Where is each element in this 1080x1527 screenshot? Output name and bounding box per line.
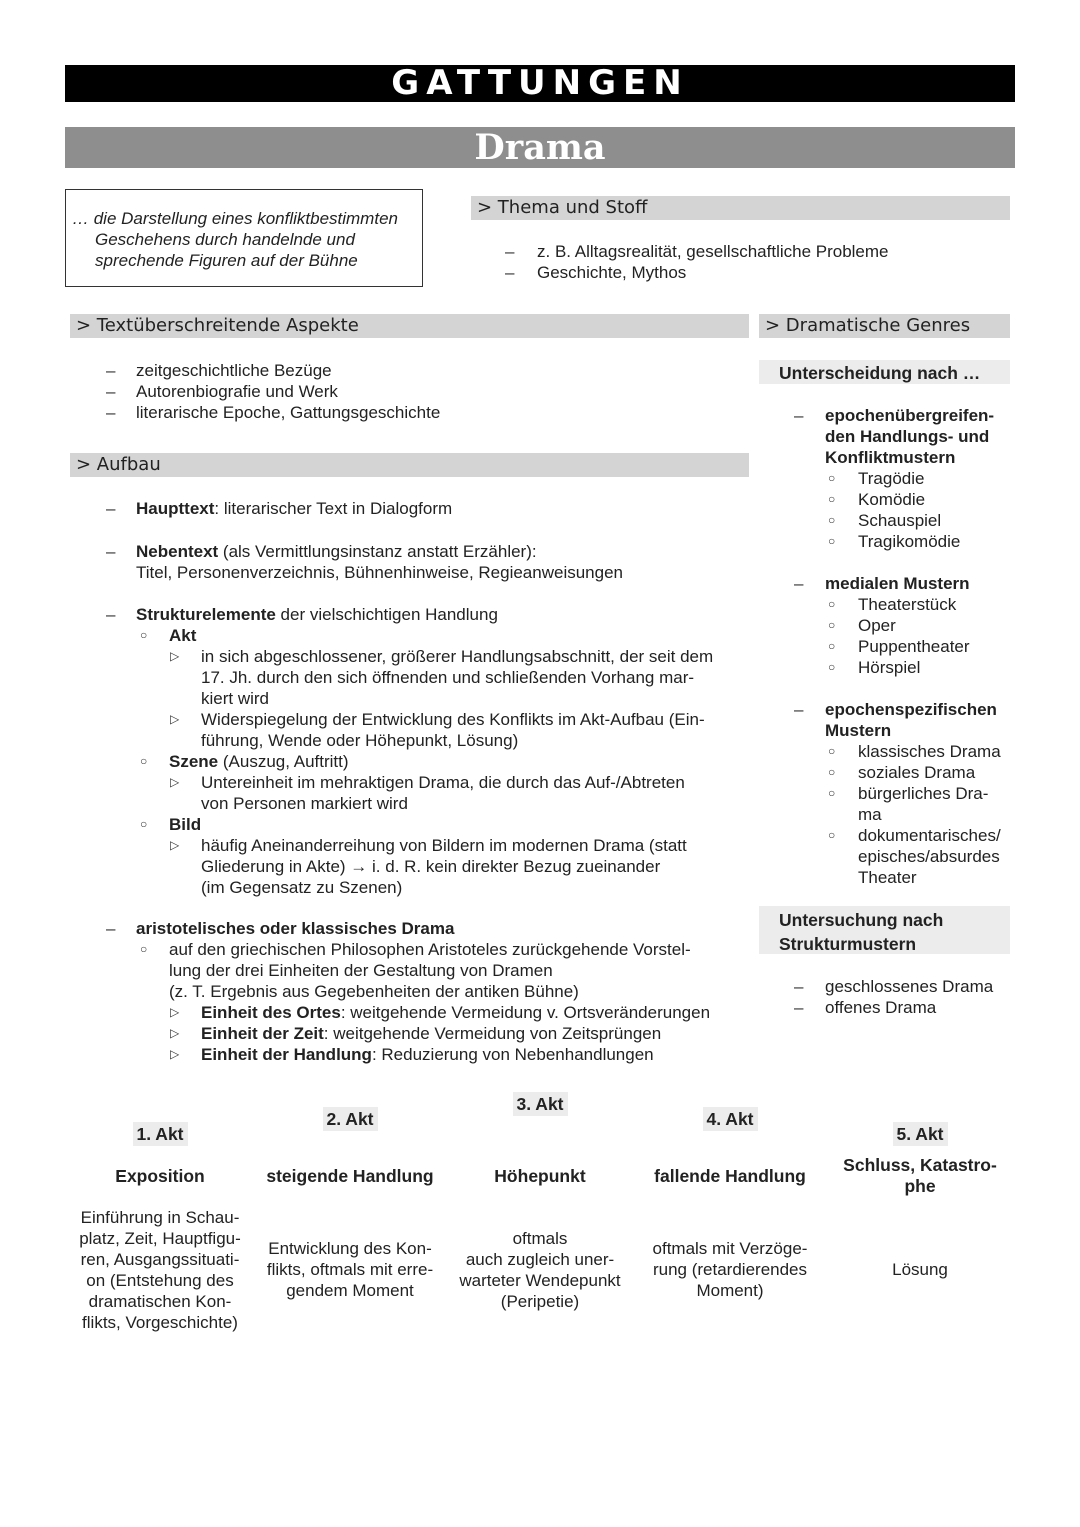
dash-bullet: – [794, 700, 804, 719]
section-heading-thema: > Thema und Stoff [471, 196, 1010, 220]
text: : weitgehende Vermeidung v. Ortsveränderungen [340, 1003, 711, 1022]
definition-line: sprechende Figuren auf der Bühne [95, 251, 358, 270]
list-item [136, 498, 452, 519]
genre-item: Oper [858, 616, 896, 635]
detail-line: in sich abgeschlossener, größerer Handlungsabschnitt, der seit dem [201, 647, 714, 666]
genre-item: Tragödie [858, 469, 925, 488]
detail-line: kiert wird [201, 689, 270, 708]
triangle-bullet: ▷ [170, 775, 180, 789]
circle-bullet: ○ [828, 660, 836, 674]
section-heading-aufbau: > Aufbau [70, 453, 749, 477]
term: Einheit der Handlung [201, 1045, 372, 1064]
dash-bullet: – [106, 403, 116, 422]
act-phase-heading [825, 1155, 1015, 1197]
act-description [65, 1207, 255, 1333]
genre-item: Tragikomödie [858, 532, 961, 551]
dash-bullet: – [106, 382, 116, 401]
act-description-line: (Peripetie) [500, 1292, 580, 1311]
dash-bullet: – [505, 263, 515, 282]
list-item: Autorenbiografie und Werk [136, 382, 338, 401]
genre-item: Komödie [858, 490, 926, 509]
act-phase-heading-line: Höhepunkt [494, 1166, 586, 1186]
triangle-bullet: ▷ [170, 1047, 180, 1061]
circle-bullet: ○ [828, 765, 836, 779]
act-number: 2. Akt [323, 1107, 378, 1131]
detail-line [201, 1002, 710, 1023]
dash-bullet: – [106, 919, 116, 938]
circle-bullet: ○ [140, 817, 148, 831]
act-phase-heading [635, 1166, 825, 1187]
genre-item: ma [858, 805, 882, 824]
genre-item: bürgerliches Dra- [858, 784, 989, 803]
triangle-bullet: ▷ [170, 712, 180, 726]
act-description-line: oftmals mit Verzöge- [652, 1239, 808, 1258]
genre-group-label: epochenspezifischen [825, 700, 997, 719]
sub-item-label [169, 751, 349, 772]
genre-item: soziales Drama [858, 763, 976, 782]
subheading-line: Strukturmustern [779, 934, 917, 954]
act-phase-heading [65, 1166, 255, 1187]
page-subtitle: Drama [65, 127, 1015, 168]
text: (als Vermittlungsinstanz anstatt Erzähler): [218, 542, 537, 561]
dash-bullet: – [106, 499, 116, 518]
circle-bullet: ○ [828, 744, 836, 758]
circle-bullet: ○ [140, 754, 148, 768]
definition-line: … die Darstellung eines konfliktbestimmten [72, 209, 398, 228]
act-description-line: auch zugleich uner- [465, 1250, 615, 1269]
act-description-line: Einführung in Schau- [80, 1208, 240, 1227]
act-description [445, 1228, 635, 1312]
detail-line: (im Gegensatz zu Szenen) [201, 878, 403, 897]
genre-item: Theater [858, 868, 917, 887]
genre-group-label: epochenübergreifen- [825, 406, 995, 425]
act-number: 1. Akt [133, 1122, 188, 1146]
term: Nebentext [136, 542, 219, 561]
genre-item: klassisches Drama [858, 742, 1001, 761]
dash-bullet: – [794, 406, 804, 425]
act-number: 4. Akt [703, 1107, 758, 1131]
act-description-line: flikts, oftmals mit erre- [266, 1260, 434, 1279]
list-item: z. B. Alltagsrealität, gesellschaftliche Probleme [537, 242, 889, 261]
detail-line: 17. Jh. durch den sich öffnenden und schließenden Vorhang mar- [201, 668, 695, 687]
term: Strukturelemente [136, 605, 276, 624]
detail-line [201, 1023, 661, 1044]
detail-line: Gliederung in Akte) → i. d. R. kein direkter Bezug zueinander [201, 857, 661, 876]
act-description-line: dramatischen Kon- [88, 1292, 232, 1311]
detail-line: von Personen markiert wird [201, 794, 408, 813]
definition-line: Geschehens durch handelnde und [95, 230, 355, 249]
act-number: 3. Akt [513, 1092, 568, 1116]
act-description-line: Lösung [892, 1260, 948, 1279]
detail-line: führung, Wende oder Höhepunkt, Lösung) [201, 731, 519, 750]
genre-item: episches/absurdes [858, 847, 1000, 866]
circle-bullet: ○ [828, 828, 836, 842]
act-description-line: Entwicklung des Kon- [268, 1239, 432, 1258]
term: Einheit der Zeit [201, 1024, 324, 1043]
list-item [136, 541, 537, 562]
text: : weitgehende Vermeidung von Zeitsprüngen [323, 1024, 662, 1043]
circle-bullet: ○ [828, 492, 836, 506]
act-description-line: warteter Wendepunkt [459, 1271, 621, 1290]
act-phase-heading-line: phe [904, 1176, 936, 1196]
act-description [635, 1238, 825, 1301]
genre-group-label: den Handlungs- und [825, 427, 990, 446]
circle-bullet: ○ [828, 786, 836, 800]
sub-item-label: Bild [169, 815, 202, 834]
structure-item: geschlossenes Drama [825, 977, 994, 996]
circle-bullet: ○ [140, 942, 148, 956]
genre-group-label: Konfliktmustern [825, 448, 956, 467]
triangle-bullet: ▷ [170, 838, 180, 852]
act-description-line: flikts, Vorgeschichte) [82, 1313, 238, 1332]
genre-group-label: medialen Mustern [825, 574, 970, 593]
act-phase-heading-line: Schluss, Katastro- [843, 1155, 997, 1175]
act-description-line: gendem Moment [286, 1281, 414, 1300]
genre-group-label: Mustern [825, 721, 892, 740]
dash-bullet: – [505, 242, 515, 261]
detail-line: auf den griechischen Philosophen Aristoteles zurückgehende Vorstel- [169, 940, 691, 959]
list-item: zeitgeschichtliche Bezüge [136, 361, 332, 380]
dash-bullet: – [794, 998, 804, 1017]
sub-item-label: Akt [169, 626, 197, 645]
section-heading-genres: > Dramatische Genres [759, 314, 1010, 338]
circle-bullet: ○ [828, 639, 836, 653]
genre-item: Theaterstück [858, 595, 957, 614]
detail-line: (z. T. Ergebnis aus Gegebenheiten der antiken Bühne) [169, 982, 579, 1001]
triangle-bullet: ▷ [170, 1005, 180, 1019]
subheading-line: Untersuchung nach [779, 910, 944, 930]
act-number: 5. Akt [893, 1122, 948, 1146]
term: Szene [169, 752, 219, 771]
list-item: literarische Epoche, Gattungsgeschichte [136, 403, 441, 422]
list-item: aristotelisches oder klassisches Drama [136, 919, 455, 938]
triangle-bullet: ▷ [170, 1026, 180, 1040]
detail-line: häufig Aneinanderreihung von Bildern im modernen Drama (statt [201, 836, 687, 855]
act-phase-heading [255, 1166, 445, 1187]
list-item [136, 604, 498, 625]
act-description-line: platz, Zeit, Hauptfigu- [79, 1229, 241, 1248]
act-description-line: oftmals [512, 1229, 568, 1248]
act-phase-heading-line: fallende Handlung [654, 1166, 806, 1186]
definition-box [65, 189, 423, 287]
genre-item: dokumentarisches/ [858, 826, 1001, 845]
act-description [255, 1238, 445, 1301]
genre-item: Schauspiel [858, 511, 942, 530]
act-description-line: rung (retardierendes [652, 1260, 808, 1279]
list-item: Geschichte, Mythos [537, 263, 687, 282]
genre-item: Puppentheater [858, 637, 970, 656]
detail-line: lung der drei Einheiten der Gestaltung von Dramen [169, 961, 553, 980]
act-phase-heading [445, 1166, 635, 1187]
dash-bullet: – [794, 977, 804, 996]
circle-bullet: ○ [140, 628, 148, 642]
subheading-unterscheidung: Unterscheidung nach … [759, 360, 1010, 384]
circle-bullet: ○ [828, 471, 836, 485]
dash-bullet: – [106, 542, 116, 561]
act-description-line: ren, Ausgangssituati- [80, 1250, 240, 1269]
text: : Reduzierung von Nebenhandlungen [371, 1045, 654, 1064]
circle-bullet: ○ [828, 513, 836, 527]
text: der vielschichtigen Handlung [275, 605, 498, 624]
text: : literarischer Text in Dialogform [214, 499, 453, 518]
list-item-continuation: Titel, Personenverzeichnis, Bühnenhinweise, Regieanweisungen [136, 563, 623, 582]
triangle-bullet: ▷ [170, 649, 180, 663]
act-description-line: on (Entstehung des [86, 1271, 234, 1290]
detail-line: Untereinheit im mehraktigen Drama, die durch das Auf-/Abtreten [201, 773, 685, 792]
term: Einheit des Ortes [201, 1003, 341, 1022]
circle-bullet: ○ [828, 534, 836, 548]
page-title: GATTUNGEN [65, 65, 1015, 102]
act-phase-heading-line: steigende Handlung [266, 1166, 434, 1186]
circle-bullet: ○ [828, 597, 836, 611]
detail-line: Widerspiegelung der Entwicklung des Konflikts im Akt-Aufbau (Ein- [201, 710, 705, 729]
detail-line [201, 1044, 654, 1065]
act-description [825, 1259, 1015, 1280]
term: Haupttext [136, 499, 215, 518]
genre-item: Hörspiel [858, 658, 921, 677]
text: (Auszug, Auftritt) [218, 752, 349, 771]
dash-bullet: – [106, 361, 116, 380]
subheading-untersuchung [759, 906, 1010, 954]
structure-item: offenes Drama [825, 998, 937, 1017]
dash-bullet: – [106, 605, 116, 624]
act-description-line: Moment) [696, 1281, 764, 1300]
section-heading-aspekte: > Textüberschreitende Aspekte [70, 314, 749, 338]
act-phase-heading-line: Exposition [115, 1166, 205, 1186]
circle-bullet: ○ [828, 618, 836, 632]
dash-bullet: – [794, 574, 804, 593]
